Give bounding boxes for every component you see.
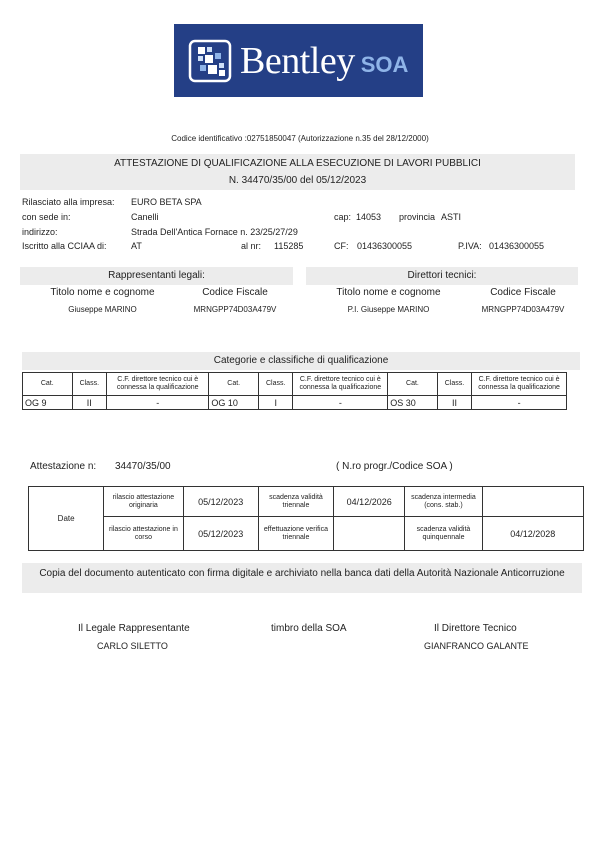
date-table <box>28 486 584 551</box>
attestazione-value: 34470/35/00 <box>115 461 171 472</box>
alnr-label: al nr: <box>241 241 262 251</box>
title-box <box>20 154 575 190</box>
rappresentanti-col-name: Titolo nome e cognome <box>50 287 155 298</box>
cciaa-label: Iscritto alla CCIAA di: <box>22 241 107 251</box>
scadenza-quin-label: scadenza validità quinquennale <box>405 517 482 551</box>
sede-value: Canelli <box>131 212 159 222</box>
col-cf: C.F. direttore tecnico cui è connessa la qualificazione <box>293 373 388 396</box>
logo-brand: Bentley <box>240 39 355 82</box>
col-class: Class. <box>258 373 293 396</box>
codice-identificativo: Codice identificativo :02751850047 (Autorizzazione n.35 del 28/12/2000) <box>171 134 429 143</box>
cat-cell: OS 30 <box>388 396 437 410</box>
cat-cell: OG 9 <box>23 396 73 410</box>
scadenza-tri-value: 04/12/2026 <box>334 487 405 517</box>
rilasciato-value: EURO BETA SPA <box>131 197 202 207</box>
scadenza-quin-value: 04/12/2028 <box>482 517 583 551</box>
direttori-col-cf: Codice Fiscale <box>490 287 556 298</box>
col-class: Class. <box>437 373 472 396</box>
col-cat: Cat. <box>388 373 437 396</box>
provincia-label: provincia <box>399 212 436 222</box>
date-label: Date <box>29 487 104 551</box>
rappresentanti-header: Rappresentanti legali: <box>20 267 293 285</box>
rappresentante-cf: MRNGPP74D03A479V <box>193 305 277 314</box>
cap-value: 14053 <box>356 212 382 222</box>
direttore-name: P.I. Giuseppe MARINO <box>347 305 430 314</box>
rappresentanti-col-cf: Codice Fiscale <box>202 287 268 298</box>
cf-cell: - <box>107 396 209 410</box>
scadenza-int-label: scadenza intermedia (cons. stab.) <box>405 487 482 517</box>
indirizzo-label: indirizzo: <box>22 227 58 237</box>
class-cell: II <box>437 396 472 410</box>
rilascio-orig-value: 05/12/2023 <box>183 487 258 517</box>
rilascio-orig-label: rilascio attestazione originaria <box>104 487 183 517</box>
pixel-logo-icon <box>188 39 232 83</box>
col-cf: C.F. direttore tecnico cui è connessa la qualificazione <box>107 373 209 396</box>
col-cat: Cat. <box>23 373 73 396</box>
cciaa-value: AT <box>131 241 142 251</box>
piva-value: 01436300055 <box>489 241 545 251</box>
direttori-col-name: Titolo nome e cognome <box>336 287 441 298</box>
rappresentante-name: Giuseppe MARINO <box>68 305 137 314</box>
class-cell: II <box>72 396 107 410</box>
cf-label: CF: <box>334 241 349 251</box>
direttore-cf: MRNGPP74D03A479V <box>481 305 565 314</box>
verifica-value <box>334 517 405 551</box>
bentley-soa-logo <box>174 24 423 97</box>
legale-name: CARLO SILETTO <box>97 641 168 651</box>
alnr-value: 115285 <box>274 241 304 251</box>
cf-value: 01436300055 <box>357 241 413 251</box>
direttore-label: Il Direttore Tecnico <box>434 623 517 634</box>
col-cat: Cat. <box>209 373 259 396</box>
table-row <box>23 396 567 410</box>
provincia-value: ASTI <box>441 212 462 222</box>
attestazione-label: Attestazione n: <box>30 461 97 472</box>
rilascio-corso-label: rilascio attestazione in corso <box>104 517 183 551</box>
categorie-header: Categorie e classifiche di qualificazione <box>22 352 580 370</box>
class-cell: I <box>258 396 293 410</box>
cap-label: cap: <box>334 212 352 222</box>
direttori-header: Direttori tecnici: <box>306 267 578 285</box>
col-class: Class. <box>72 373 107 396</box>
cat-cell: OG 10 <box>209 396 259 410</box>
piva-label: P.IVA: <box>458 241 482 251</box>
rilasciato-label: Rilasciato alla impresa: <box>22 197 115 207</box>
direttore-firma-name: GIANFRANCO GALANTE <box>424 641 529 651</box>
verifica-label: effettuazione verifica triennale <box>258 517 333 551</box>
copia-notice: Copia del documento autenticato con firma digitale e archiviato nella banca dati della Autorità Nazionale Anticorruzione <box>22 563 582 593</box>
scadenza-int-value <box>482 487 583 517</box>
cf-cell: - <box>293 396 388 410</box>
legale-label: Il Legale Rappresentante <box>78 623 190 634</box>
scadenza-tri-label: scadenza validità triennale <box>258 487 333 517</box>
logo-suffix: SOA <box>360 51 409 77</box>
attestazione-note: ( N.ro progr./Codice SOA ) <box>336 461 453 472</box>
indirizzo-value: Strada Dell'Antica Fornace n. 23/25/27/29 <box>131 227 298 237</box>
col-cf: C.F. direttore tecnico cui è connessa la qualificazione <box>472 373 567 396</box>
title-line1: ATTESTAZIONE DI QUALIFICAZIONE ALLA ESECUZIONE DI LAVORI PUBBLICI <box>114 158 481 169</box>
title-line2: N. 34470/35/00 del 05/12/2023 <box>228 175 367 186</box>
timbro-label: timbro della SOA <box>271 623 347 634</box>
rilascio-corso-value: 05/12/2023 <box>183 517 258 551</box>
sede-label: con sede in: <box>22 212 71 222</box>
categorie-table <box>22 372 567 410</box>
cf-cell: - <box>472 396 567 410</box>
